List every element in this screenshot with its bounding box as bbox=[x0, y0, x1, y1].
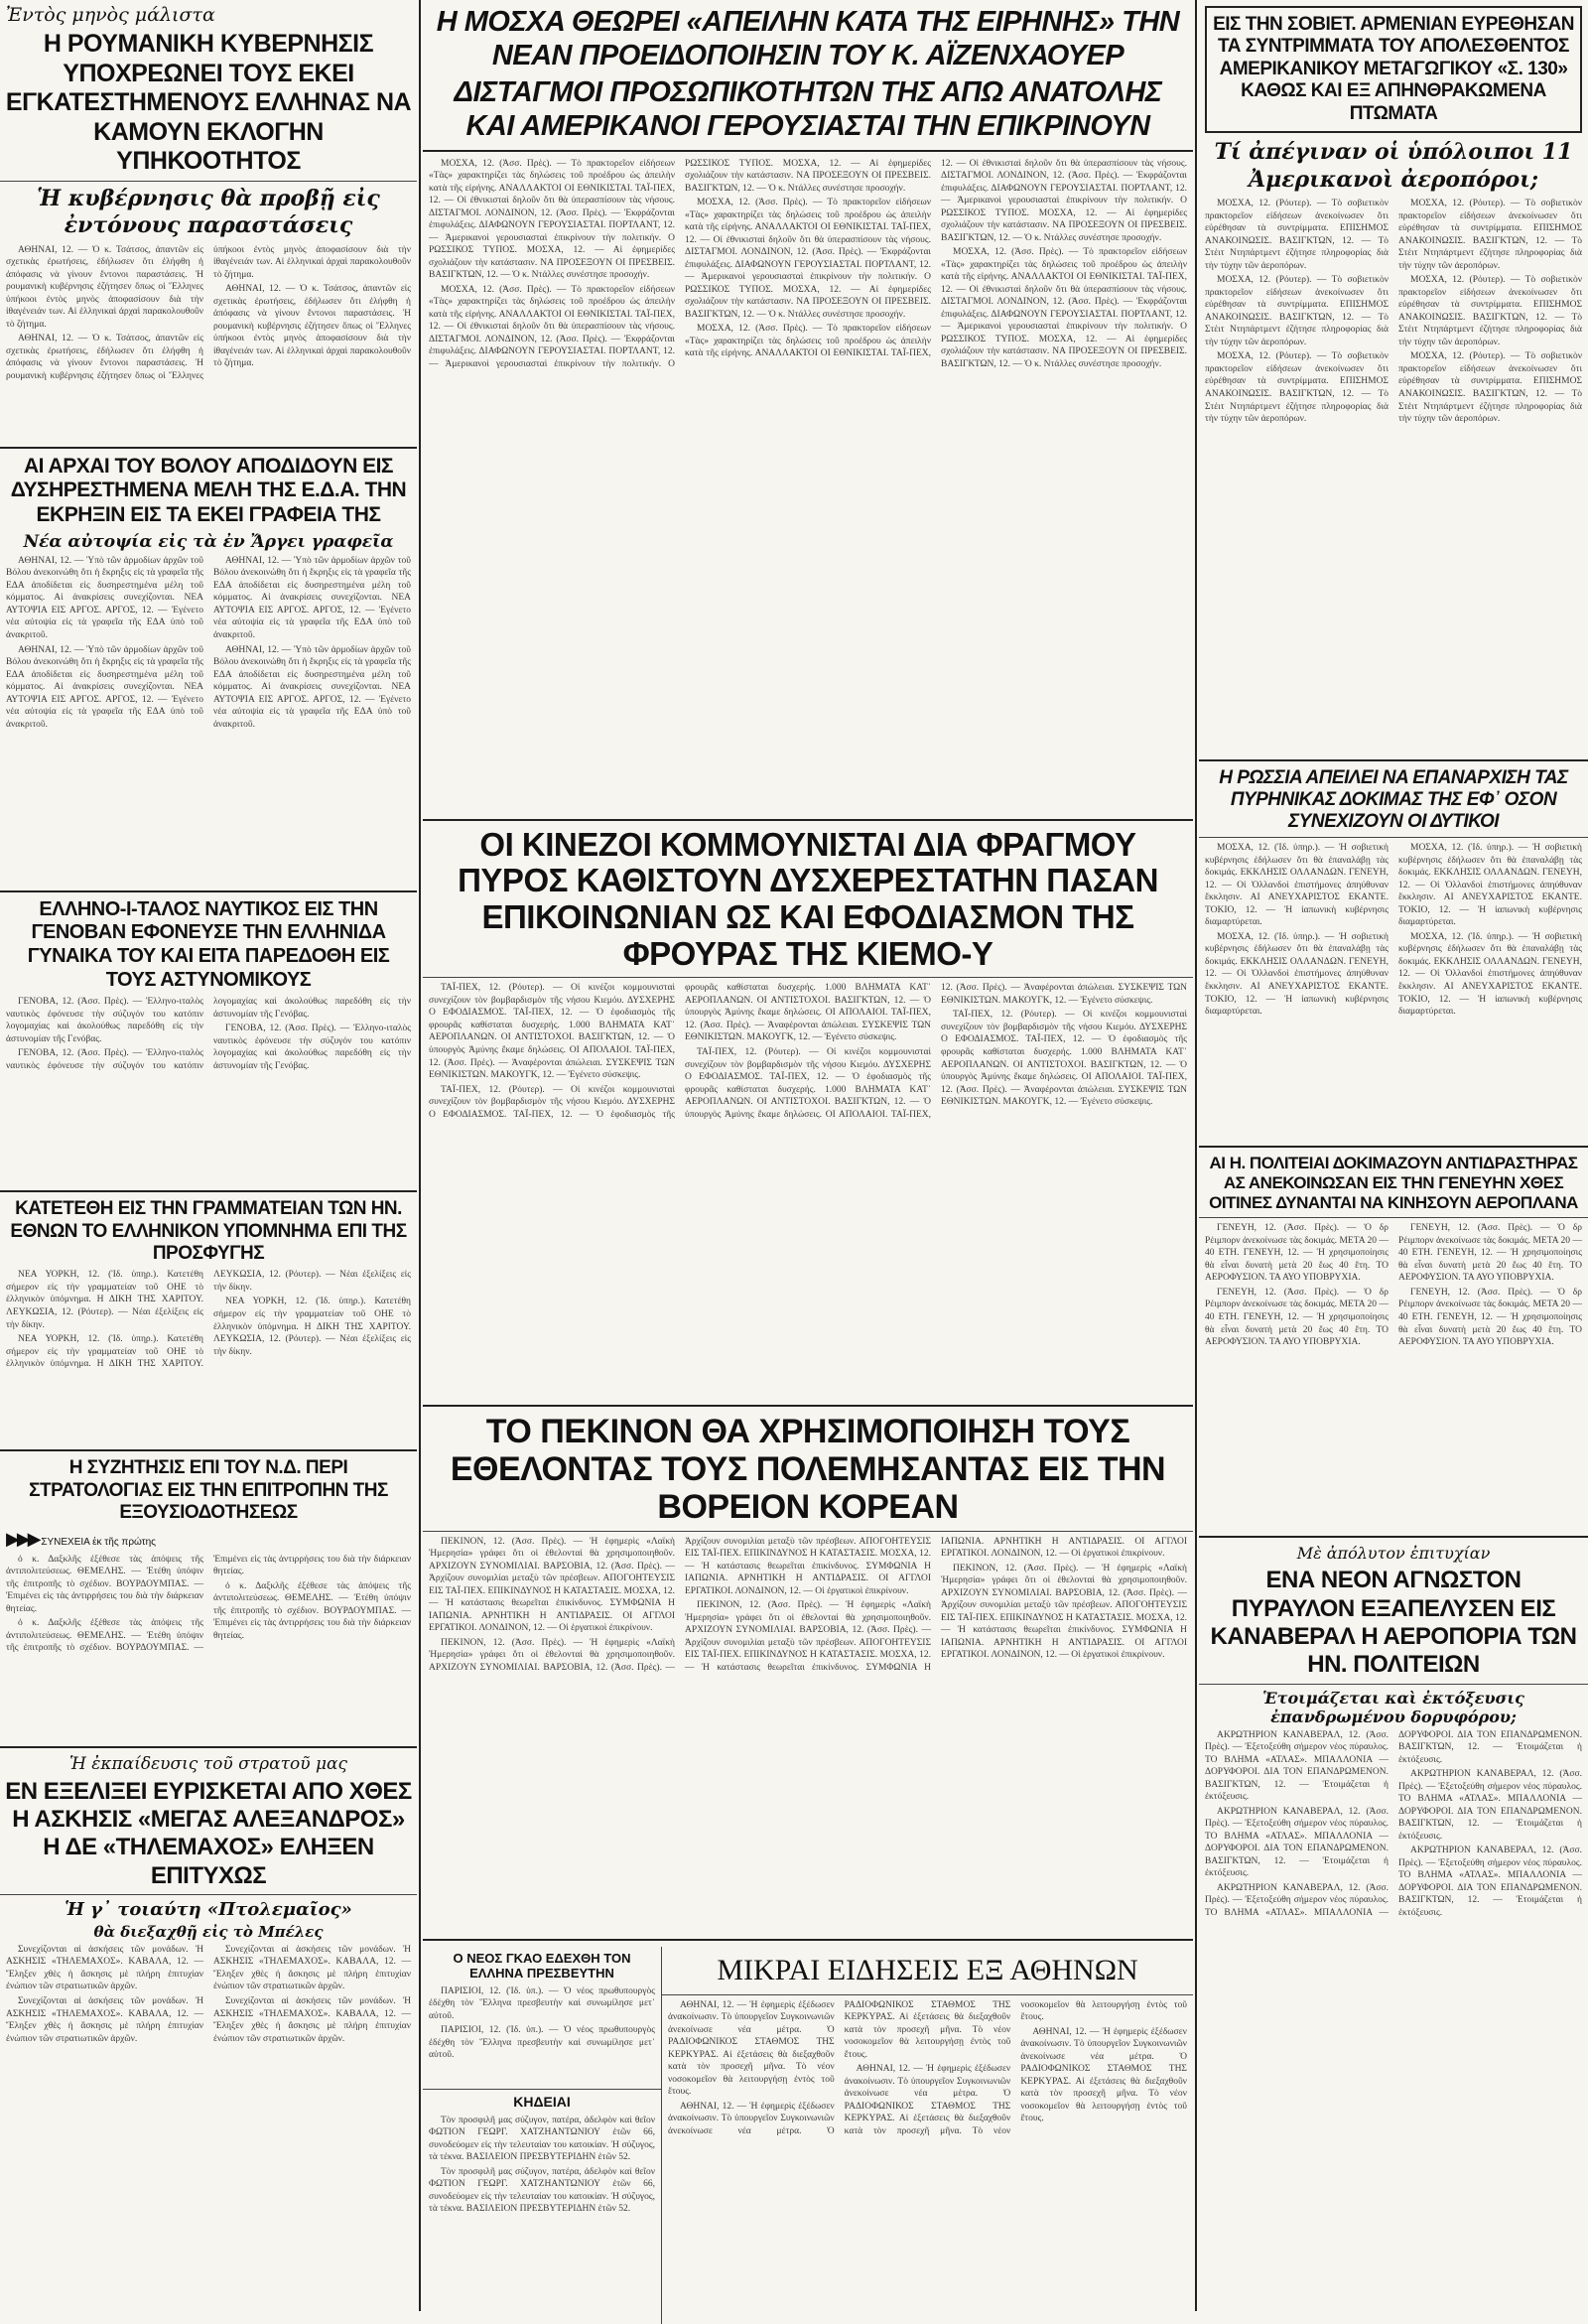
article-body: ΜΟΣΧΑ, 12. (Ἰδ. ὑπηρ.). — Ἡ σοβιετικὴ κυβέρνησις ἐδήλωσεν ὅτι θὰ ἐπαναλάβῃ τὰς δοκιμάς. ΕΚΚΛΗΣΙΣ ΟΛΛΑΝΔΩΝ. ΓΕΝΕΥΗ, 12. — Οἱ Ὀλλανδοὶ ἐπιστήμονες ἀπηύθυναν ἔκκλησιν. ΑΙ ΑΝΕΥΧΑΡΙΣΤΟΣ ΕΚΑΝΤΕ. ΤΟΚΙΟ, 12. — Ἡ ἰαπωνικὴ κυβέρνησις διαμαρτύρεται. ΜΟΣΧΑ, 12. (Ἰδ. ὑπηρ.). — Ἡ σοβιετικὴ κυβέρνησις ἐδήλωσεν ὅτι θὰ ἐπαναλάβῃ τὰς δοκιμάς. ΕΚΚΛΗΣΙΣ ΟΛΛΑΝΔΩΝ. ΓΕΝΕΥΗ, 12. — Οἱ Ὀλλανδοὶ ἐπιστήμονες ἀπηύθυναν ἔκκλησιν. ΑΙ ΑΝΕΥΧΑΡΙΣΤΟΣ ΕΚΑΝΤΕ. ΤΟΚΙΟ, 12. — Ἡ ἰαπωνικὴ κυβέρνησις διαμαρτύρεται. ΜΟΣΧΑ, 12. (Ἰδ. ὑπηρ.). — Ἡ σοβιετικὴ κυβέρνησις ἐδήλωσεν ὅτι θὰ ἐπαναλάβῃ τὰς δοκιμάς. ΕΚΚΛΗΣΙΣ ΟΛΛΑΝΔΩΝ. ΓΕΝΕΥΗ, 12. — Οἱ Ὀλλανδοὶ ἐπιστήμονες ἀπηύθυναν ἔκκλησιν. ΑΙ ΑΝΕΥΧΑΡΙΣΤΟΣ ΕΚΑΝΤΕ. ΤΟΚΙΟ, 12. — Ἡ ἰαπωνικὴ κυβέρνησις διαμαρτύρεται. ΜΟΣΧΑ, 12. (Ἰδ. ὑπηρ.). — Ἡ σοβιετικὴ κυβέρνησις ἐδήλωσεν ὅτι θὰ ἐπαναλάβῃ τὰς δοκιμάς. ΕΚΚΛΗΣΙΣ ΟΛΛΑΝΔΩΝ. ΓΕΝΕΥΗ, 12. — Οἱ Ὀλλανδοὶ ἐπιστήμονες ἀπηύθυναν ἔκκλησιν. ΑΙ ΑΝΕΥΧΑΡΙΣΤΟΣ ΕΚΑΝΤΕ. ΤΟΚΙΟ, 12. — Ἡ ἰαπωνικὴ κυβέρνησις διαμαρτύρεται. bbox=[1205, 843, 1582, 1018]
article-body: ΑΘΗΝΑΙ, 12. — Ὑπὸ τῶν ἀρμοδίων ἀρχῶν τοῦ Βόλου ἀνεκοινώθη ὅτι ἡ ἔκρηξις εἰς τὰ γραφεῖα τῆς ΕΔΑ ἀποδίδεται εἰς δυσηρεστημένα μέλη τοῦ κόμματος. Αἱ ἀνακρίσεις συνεχίζονται. ΝΕΑ ΑΥΤΟΨΙΑ ΕΙΣ ΑΡΓΟΣ. ΑΡΓΟΣ, 12. — Ἐγένετο νέα αὐτοψία εἰς τὰ γραφεῖα τῆς ΕΔΑ ὑπὸ τοῦ ἀνακριτοῦ. ΑΘΗΝΑΙ, 12. — Ὑπὸ τῶν ἀρμοδίων ἀρχῶν τοῦ Βόλου ἀνεκοινώθη ὅτι ἡ ἔκρηξις εἰς τὰ γραφεῖα τῆς ΕΔΑ ἀποδίδεται εἰς δυσηρεστημένα μέλη τοῦ κόμματος. Αἱ ἀνακρίσεις συνεχίζονται. ΝΕΑ ΑΥΤΟΨΙΑ ΕΙΣ ΑΡΓΟΣ. ΑΡΓΟΣ, 12. — Ἐγένετο νέα αὐτοψία εἰς τὰ γραφεῖα τῆς ΕΔΑ ὑπὸ τοῦ ἀνακριτοῦ. ΑΘΗΝΑΙ, 12. — Ὑπὸ τῶν ἀρμοδίων ἀρχῶν τοῦ Βόλου ἀνεκοινώθη ὅτι ἡ ἔκρηξις εἰς τὰ γραφεῖα τῆς ΕΔΑ ἀποδίδεται εἰς δυσηρεστημένα μέλη τοῦ κόμματος. Αἱ ἀνακρίσεις συνεχίζονται. ΝΕΑ ΑΥΤΟΨΙΑ ΕΙΣ ΑΡΓΟΣ. ΑΡΓΟΣ, 12. — Ἐγένετο νέα αὐτοψία εἰς τὰ γραφεῖα τῆς ΕΔΑ ὑπὸ τοῦ ἀνακριτοῦ. ΑΘΗΝΑΙ, 12. — Ὑπὸ τῶν ἀρμοδίων ἀρχῶν τοῦ Βόλου ἀνεκοινώθη ὅτι ἡ ἔκρηξις εἰς τὰ γραφεῖα τῆς ΕΔΑ ἀποδίδεται εἰς δυσηρεστημένα μέλη τοῦ κόμματος. Αἱ ἀνακρίσεις συνεχίζονται. ΝΕΑ ΑΥΤΟΨΙΑ ΕΙΣ ΑΡΓΟΣ. ΑΡΓΟΣ, 12. — Ἐγένετο νέα αὐτοψία εἰς τὰ γραφεῖα τῆς ΕΔΑ ὑπὸ τοῦ ἀνακριτοῦ. bbox=[6, 555, 411, 730]
headline-athens-news: ΜΙΚΡΑΙ ΕΙΔΗΣΕΙΣ ΕΞ ΑΘΗΝΩΝ bbox=[717, 1953, 1138, 1986]
subheadline-romania: Ἡ κυβέρνησις θὰ προβῇ εἰς ἐντόνους παραστάσεις bbox=[37, 185, 380, 238]
subheadline-beles: θὰ διεξαχθῇ εἰς τὸ Μπέλες bbox=[93, 1922, 324, 1941]
subheadline-airmen: Τί ἀπέγιναν οἱ ὑπόλοιποι 11 Ἀμερικανοὶ ἀεροπόροι; bbox=[1214, 139, 1573, 193]
subheadline-ptolemaios: Ἡ γ᾽ τοιαύτη «Πτολεμαῖος» bbox=[65, 1898, 352, 1920]
headline-canaveral-missile: ΕΝΑ ΝΕΟΝ ΑΓΝΩΣΤΟΝ ΠΥΡΑΥΛΟΝ ΕΞΑΠΕΛΥΣΕΝ ΕΙΣ ΚΑΝΑΒΕΡΑΛ Η ΑΕΡΟΠΟΡΙΑ ΤΩΝ ΗΝ. ΠΟΛΙΤΕΙΩΝ bbox=[1210, 1567, 1577, 1679]
headline-genoa: ΕΛΛΗΝΟ-Ι-ΤΑΛΟΣ ΝΑΥΤΙΚΟΣ ΕΙΣ ΤΗΝ ΓΕΝΟΒΑΝ ΕΦΟΝΕΥΣΕ ΤΗΝ ΕΛΛΗΝΙΔΑ ΓΥΝΑΙΚΑ ΤΟΥ ΚΑΙ ΕΙΤΑ ΠΑΡΕΔΟΘΗ ΕΙΣ ΤΟΥΣ ΑΣΤΥΝΟΜΙΚΟΥΣ bbox=[27, 897, 390, 991]
headline-army-exercise: ΕΝ ΕΞΕΛΙΞΕΙ ΕΥΡΙΣΚΕΤΑΙ ΑΠΟ ΧΘΕΣ Η ΑΣΚΗΣΙΣ «ΜΕΓΑΣ ΑΛΕΞΑΝΔΡΟΣ» Η ΔΕ «ΤΗΛΕΜΑΧΟΣ» ΕΛΗΞΕΝ ΕΠΙΤΥΧΩΣ bbox=[5, 1777, 412, 1889]
article-body: ΓΕΝΕΥΗ, 12. (Ἀσσ. Πρὲς). — Ὁ δρ Ρέιμπορν ἀνεκοίνωσε τὰς δοκιμάς. ΜΕΤΑ 20 — 40 ΕΤΗ. ΓΕΝΕΥΗ, 12. — Ἡ χρησιμοποίησις θὰ εἶναι δυνατὴ μετὰ 20 ἕως 40 ἔτη. ΤΟ ΑΕΡΟΦΥΣΙΟΝ. ΤΑ ΑΥΟ ΥΠΟΒΡΥΧΙΑ. ΓΕΝΕΥΗ, 12. (Ἀσσ. Πρὲς). — Ὁ δρ Ρέιμπορν ἀνεκοίνωσε τὰς δοκιμάς. ΜΕΤΑ 20 — 40 ΕΤΗ. ΓΕΝΕΥΗ, 12. — Ἡ χρησιμοποίησις θὰ εἶναι δυνατὴ μετὰ 20 ἕως 40 ἔτη. ΤΟ ΑΕΡΟΦΥΣΙΟΝ. ΤΑ ΑΥΟ ΥΠΟΒΡΥΧΙΑ. ΓΕΝΕΥΗ, 12. (Ἀσσ. Πρὲς). — Ὁ δρ Ρέιμπορν ἀνεκοίνωσε τὰς δοκιμάς. ΜΕΤΑ 20 — 40 ΕΤΗ. ΓΕΝΕΥΗ, 12. — Ἡ χρησιμοποίησις θὰ εἶναι δυνατὴ μετὰ 20 ἕως 40 ἔτη. ΤΟ ΑΕΡΟΦΥΣΙΟΝ. ΤΑ ΑΥΟ ΥΠΟΒΡΥΧΙΑ. ΓΕΝΕΥΗ, 12. (Ἀσσ. Πρὲς). — Ὁ δρ Ρέιμπορν ἀνεκοίνωσε τὰς δοκιμάς. ΜΕΤΑ 20 — 40 ΕΤΗ. ΓΕΝΕΥΗ, 12. — Ἡ χρησιμοποίησις θὰ εἶναι δυνατὴ μετὰ 20 ἕως 40 ἔτη. ΤΟ ΑΕΡΟΦΥΣΙΟΝ. ΤΑ ΑΥΟ ΥΠΟΒΡΥΧΙΑ. bbox=[1205, 1223, 1582, 1348]
funerals-heading: ΚΗΔΕΙΑΙ bbox=[513, 2093, 571, 2110]
column-rule bbox=[419, 0, 421, 2311]
headline-chinese-communists: ΟΙ ΚΙΝΕΖΟΙ ΚΟΜΜΟΥΝΙΣΤΑΙ ΔΙΑ ΦΡΑΓΜΟΥ ΠΥΡΟΣ ΚΑΘΙΣΤΟΥΝ ΔΥΣΧΕΡΕΣΤΑΤΗΝ ΠΑΣΑΝ ΕΠΙΚΟΙΝΩΝΙΑΝ ΩΣ ΚΑΙ ΕΦΟΔΙΑΣΜΟΝ ΤΗΣ ΦΡΟΥΡΑΣ ΤΗΣ ΚΙΕΜΟ-Υ bbox=[458, 825, 1158, 973]
article-kicker: Ἐντὸς μηνὸς μάλιστα bbox=[6, 4, 215, 26]
center-column bbox=[423, 0, 1193, 2311]
right-column bbox=[1199, 0, 1588, 2311]
article-body: ΑΘΗΝΑΙ, 12. — Ὁ κ. Τσάτσος, ἀπαντῶν εἰς σχετικὰς ἐρωτήσεις, ἐδήλωσεν ὅτι ἐλήφθη ἡ ἀπόφασις νὰ γίνουν ἔντονοι παραστάσεις. Ἡ ρουμανικὴ κυβέρνησις ἐζήτησεν ὅπως οἱ Ἕλληνες ὑπήκοοι ἐντὸς μηνὸς ἀποφασίσουν διὰ τὴν ἰθαγένειάν των. Αἱ ἑλληνικαὶ ἀρχαὶ παρακολουθοῦν τὸ ζήτημα. ΑΘΗΝΑΙ, 12. — Ὁ κ. Τσάτσος, ἀπαντῶν εἰς σχετικὰς ἐρωτήσεις, ἐδήλωσεν ὅτι ἐλήφθη ἡ ἀπόφασις νὰ γίνουν ἔντονοι παραστάσεις. Ἡ ρουμανικὴ κυβέρνησις ἐζήτησεν ὅπως οἱ Ἕλληνες ὑπήκοοι ἐντὸς μηνὸς ἀποφασίσουν διὰ τὴν ἰθαγένειάν των. Αἱ ἑλληνικαὶ ἀρχαὶ παρακολουθοῦν τὸ ζήτημα. ΑΘΗΝΑΙ, 12. — Ὁ κ. Τσάτσος, ἀπαντῶν εἰς σχετικὰς ἐρωτήσεις, ἐδήλωσεν ὅτι ἐλήφθη ἡ ἀπόφασις νὰ γίνουν ἔντονοι παραστάσεις. Ἡ ρουμανικὴ κυβέρνησις ἐζήτησεν ὅπως οἱ Ἕλληνες ὑπήκοοι ἐντὸς μηνὸς ἀποφασίσουν διὰ τὴν ἰθαγένειάν των. Αἱ ἑλληνικαὶ ἀρχαὶ παρακολουθοῦν τὸ ζήτημα. bbox=[6, 244, 411, 381]
headline-gaillard: Ο ΝΕΟΣ ΓΚΑΟ ΕΔΕΧΘΗ ΤΟΝ ΕΛΛΗΝΑ ΠΡΕΣΒΕΥΤΗΝ bbox=[453, 1950, 631, 1982]
article-body: ὁ κ. Δαξκλῆς ἐξέθεσε τὰς ἀπόψεις τῆς ἀντιπολιτεύσεως. ΘΕΜΕΛΗΣ. — Ἐτέθη ὑπόψιν τῆς ἐπιτροπῆς τὸ σχέδιον. ΒΟΥΡΔΟΥΜΠΑΣ. — Ἐπιμένει εἰς τὰς ἀντιρρήσεις του διὰ τὴν διάρκειαν θητείας. ὁ κ. Δαξκλῆς ἐξέθεσε τὰς ἀπόψεις τῆς ἀντιπολιτεύσεως. ΘΕΜΕΛΗΣ. — Ἐτέθη ὑπόψιν τῆς ἐπιτροπῆς τὸ σχέδιον. ΒΟΥΡΔΟΥΜΠΑΣ. — Ἐπιμένει εἰς τὰς ἀντιρρήσεις του διὰ τὴν διάρκειαν θητείας. ὁ κ. Δαξκλῆς ἐξέθεσε τὰς ἀπόψεις τῆς ἀντιπολιτεύσεως. ΘΕΜΕΛΗΣ. — Ἐτέθη ὑπόψιν τῆς ἐπιτροπῆς τὸ σχέδιον. ΒΟΥΡΔΟΥΜΠΑΣ. — Ἐπιμένει εἰς τὰς ἀντιρρήσεις του διὰ τὴν διάρκειαν θητείας. bbox=[6, 1554, 411, 1654]
headline-un-memorandum: ΚΑΤΕΤΕΘΗ ΕΙΣ ΤΗΝ ΓΡΑΜΜΑΤΕΙΑΝ ΤΩΝ ΗΝ. ΕΘΝΩΝ ΤΟ ΕΛΛΗΝΙΚΟΝ ΥΠΟΜΝΗΜΑ ΕΠΙ ΤΗΣ ΠΡΟΣΦΥΓΗΣ bbox=[10, 1198, 407, 1264]
article-body: ΠΕΚΙΝΟΝ, 12. (Ἀσσ. Πρὲς). — Ἡ ἐφημερὶς «Λαϊκὴ Ἡμερησία» γράφει ὅτι οἱ ἐθελονταὶ θὰ χρησιμοποιηθοῦν. ΑΡΧΙΖΟΥΝ ΣΥΝΟΜΙΛΙΑΙ. ΒΑΡΣΟΒΙΑ, 12. (Ἀσσ. Πρὲς). — Ἀρχίζουν συνομιλίαι μεταξὺ τῶν πρέσβεων. ΑΠΟΓΟΗΤΕΥΣΙΣ ΕΙΣ ΤΑΪ-ΠΕΧ. ΕΠΙΚΙΝΔΥΝΟΣ Η ΚΑΤΑΣΤΑΣΙΣ. ΜΟΣΧΑ, 12. — Ἡ κατάστασις θεωρεῖται ἐπικίνδυνος. ΣΥΜΦΩΝΙΑ Η ΙΑΠΩΝΙΑ. ΑΡΝΗΤΙΚΗ Η ΑΝΤΙΔΡΑΣΙΣ. ΟΙ ΑΓΓΛΟΙ ΕΡΓΑΤΙΚΟΙ. ΛΟΝΔΙΝΟΝ, 12. — Οἱ ἐργατικοὶ ἐπικρίνουν. ΠΕΚΙΝΟΝ, 12. (Ἀσσ. Πρὲς). — Ἡ ἐφημερὶς «Λαϊκὴ Ἡμερησία» γράφει ὅτι οἱ ἐθελονταὶ θὰ χρησιμοποιηθοῦν. ΑΡΧΙΖΟΥΝ ΣΥΝΟΜΙΛΙΑΙ. ΒΑΡΣΟΒΙΑ, 12. (Ἀσσ. Πρὲς). — Ἀρχίζουν συνομιλίαι μεταξὺ τῶν πρέσβεων. ΑΠΟΓΟΗΤΕΥΣΙΣ ΕΙΣ ΤΑΪ-ΠΕΧ. ΕΠΙΚΙΝΔΥΝΟΣ Η ΚΑΤΑΣΤΑΣΙΣ. ΜΟΣΧΑ, 12. — Ἡ κατάστασις θεωρεῖται ἐπικίνδυνος. ΣΥΜΦΩΝΙΑ Η ΙΑΠΩΝΙΑ. ΑΡΝΗΤΙΚΗ Η ΑΝΤΙΔΡΑΣΙΣ. ΟΙ ΑΓΓΛΟΙ ΕΡΓΑΤΙΚΟΙ. ΛΟΝΔΙΝΟΝ, 12. — Οἱ ἐργατικοὶ ἐπικρίνουν. ΠΕΚΙΝΟΝ, 12. (Ἀσσ. Πρὲς). — Ἡ ἐφημερὶς «Λαϊκὴ Ἡμερησία» γράφει ὅτι οἱ ἐθελονταὶ θὰ χρησιμοποιηθοῦν. ΑΡΧΙΖΟΥΝ ΣΥΝΟΜΙΛΙΑΙ. ΒΑΡΣΟΒΙΑ, 12. (Ἀσσ. Πρὲς). — Ἀρχίζουν συνομιλίαι μεταξὺ τῶν πρέσβεων. ΑΠΟΓΟΗΤΕΥΣΙΣ ΕΙΣ ΤΑΪ-ΠΕΧ. ΕΠΙΚΙΝΔΥΝΟΣ Η ΚΑΤΑΣΤΑΣΙΣ. ΜΟΣΧΑ, 12. — Ἡ κατάστασις θεωρεῖται ἐπικίνδυνος. ΣΥΜΦΩΝΙΑ Η ΙΑΠΩΝΙΑ. ΑΡΝΗΤΙΚΗ Η ΑΝΤΙΔΡΑΣΙΣ. ΟΙ ΑΓΓΛΟΙ ΕΡΓΑΤΙΚΟΙ. ΛΟΝΔΙΝΟΝ, 12. — Οἱ ἐργατικοὶ ἐπικρίνουν. ΠΕΚΙΝΟΝ, 12. (Ἀσσ. Πρὲς). — Ἡ ἐφημερὶς «Λαϊκὴ Ἡμερησία» γράφει ὅτι οἱ ἐθελονταὶ θὰ χρησιμοποιηθοῦν. ΑΡΧΙΖΟΥΝ ΣΥΝΟΜΙΛΙΑΙ. ΒΑΡΣΟΒΙΑ, 12. (Ἀσσ. Πρὲς). — Ἀρχίζουν συνομιλίαι μεταξὺ τῶν πρέσβεων. ΑΠΟΓΟΗΤΕΥΣΙΣ ΕΙΣ ΤΑΪ-ΠΕΧ. ΕΠΙΚΙΝΔΥΝΟΣ Η ΚΑΤΑΣΤΑΣΙΣ. ΜΟΣΧΑ, 12. — Ἡ κατάστασις θεωρεῖται ἐπικίνδυνος. ΣΥΜΦΩΝΙΑ Η ΙΑΠΩΝΙΑ. ΑΡΝΗΤΙΚΗ Η ΑΝΤΙΔΡΑΣΙΣ. ΟΙ ΑΓΓΛΟΙ ΕΡΓΑΤΙΚΟΙ. ΛΟΝΔΙΝΟΝ, 12. — Οἱ ἐργατικοὶ ἐπικρίνουν. bbox=[429, 1536, 1187, 1673]
continuation-label: ΣΥΝΕΧΕΙΑ ἐκ τῆς πρώτης bbox=[41, 1536, 157, 1548]
article-kicker: Ἡ ἐκπαίδευσις τοῦ στρατοῦ μας bbox=[68, 1753, 348, 1774]
subheadline-satellite: Ἑτοιμάζεται καὶ ἐκτόξευσις ἐπανδρωμένου δορυφόρου; bbox=[1262, 1688, 1524, 1726]
headline-us-reactors: ΑΙ Η. ΠΟΛΙΤΕΙΑΙ ΔΟΚΙΜΑΖΟΥΝ ΑΝΤΙΔΡΑΣΤΗΡΑΣ ΑΣ ΑΝΕΚΟΙΝΩΣΑΝ ΕΙΣ ΤΗΝ ΓΕΝΕΥΗΝ ΧΘΕΣ ΟΙΤΙΝΕΣ ΔΥΝΑΝΤΑΙ ΝΑ ΚΙΝΗΣΟΥΝ ΑΕΡΟΠΛΑΝΑ bbox=[1209, 1154, 1578, 1213]
article-body: ΓΕΝΟΒΑ, 12. (Ἀσσ. Πρὲς). — Ἑλληνο-ιταλὸς ναυτικὸς ἐφόνευσε τὴν σύζυγόν του κατόπιν λογομαχίας καὶ ἀκολούθως παρεδόθη εἰς τὴν ἀστυνομίαν τῆς Γενόβας. ΓΕΝΟΒΑ, 12. (Ἀσσ. Πρὲς). — Ἑλληνο-ιταλὸς ναυτικὸς ἐφόνευσε τὴν σύζυγόν του κατόπιν λογομαχίας καὶ ἀκολούθως παρεδόθη εἰς τὴν ἀστυνομίαν τῆς Γενόβας. ΓΕΝΟΒΑ, 12. (Ἀσσ. Πρὲς). — Ἑλληνο-ιταλὸς ναυτικὸς ἐφόνευσε τὴν σύζυγόν του κατόπιν λογομαχίας καὶ ἀκολούθως παρεδόθη εἰς τὴν ἀστυνομίαν τῆς Γενόβας. bbox=[6, 997, 411, 1071]
headline-russia-nuclear: Η ΡΩΣΣΙΑ ΑΠΕΙΛΕΙ ΝΑ ΕΠΑΝΑΡΧΙΣΗ ΤΑΣ ΠΥΡΗΝΙΚΑΣ ΔΟΚΙΜΑΣ ΤΗΣ ΕΦ᾽ ΟΣΟΝ ΣΥΝΕΧΙΖΟΥΝ ΟΙ ΔΥΤΙΚΟΙ bbox=[1219, 767, 1568, 833]
article-body: ΤΑΪ-ΠΕΧ, 12. (Ρόυτερ). — Οἱ κινέζοι κομμουνισταὶ συνεχίζουν τὸν βομβαρδισμὸν τῆς νήσου Κιεμόυ. ΔΥΣΧΕΡΗΣ Ο ΕΦΟΔΙΑΣΜΟΣ. ΤΑΪ-ΠΕΧ, 12. — Ὁ ἐφοδιασμὸς τῆς φρουρᾶς καθίσταται δυσχερής. 1.000 ΒΛΗΜΑΤΑ ΚΑΤ᾽ ΑΕΡΟΠΛΑΝΩΝ. ΟΙ ΑΝΤΙΣΤΟΧΟΙ. ΒΑΣΙΓΚΤΩΝ, 12. — Ὁ ὑπουργὸς Ἀμύνης ἔκαμε δηλώσεις. ΟΙ ΑΠΟΛΑΙΟΙ. ΤΑΪ-ΠΕΧ, 12. (Ἀσσ. Πρὲς). — Ἀναφέρονται ἀπώλειαι. ΣΥΣΚΕΨΙΣ ΤΩΝ ΕΘΝΙΚΙΣΤΩΝ. ΜΑΚΟΥΓΚ, 12. — Ἐγένετο σύσκεψις. ΤΑΪ-ΠΕΧ, 12. (Ρόυτερ). — Οἱ κινέζοι κομμουνισταὶ συνεχίζουν τὸν βομβαρδισμὸν τῆς νήσου Κιεμόυ. ΔΥΣΧΕΡΗΣ Ο ΕΦΟΔΙΑΣΜΟΣ. ΤΑΪ-ΠΕΧ, 12. — Ὁ ἐφοδιασμὸς τῆς φρουρᾶς καθίσταται δυσχερής. 1.000 ΒΛΗΜΑΤΑ ΚΑΤ᾽ ΑΕΡΟΠΛΑΝΩΝ. ΟΙ ΑΝΤΙΣΤΟΧΟΙ. ΒΑΣΙΓΚΤΩΝ, 12. — Ὁ ὑπουργὸς Ἀμύνης ἔκαμε δηλώσεις. ΟΙ ΑΠΟΛΑΙΟΙ. ΤΑΪ-ΠΕΧ, 12. (Ἀσσ. Πρὲς). — Ἀναφέρονται ἀπώλειαι. ΣΥΣΚΕΨΙΣ ΤΩΝ ΕΘΝΙΚΙΣΤΩΝ. ΜΑΚΟΥΓΚ, 12. — Ἐγένετο σύσκεψις. ΤΑΪ-ΠΕΧ, 12. (Ρόυτερ). — Οἱ κινέζοι κομμουνισταὶ συνεχίζουν τὸν βομβαρδισμὸν τῆς νήσου Κιεμόυ. ΔΥΣΧΕΡΗΣ Ο ΕΦΟΔΙΑΣΜΟΣ. ΤΑΪ-ΠΕΧ, 12. — Ὁ ἐφοδιασμὸς τῆς φρουρᾶς καθίσταται δυσχερής. 1.000 ΒΛΗΜΑΤΑ ΚΑΤ᾽ ΑΕΡΟΠΛΑΝΩΝ. ΟΙ ΑΝΤΙΣΤΟΧΟΙ. ΒΑΣΙΓΚΤΩΝ, 12. — Ὁ ὑπουργὸς Ἀμύνης ἔκαμε δηλώσεις. ΟΙ ΑΠΟΛΑΙΟΙ. ΤΑΪ-ΠΕΧ, 12. (Ἀσσ. Πρὲς). — Ἀναφέρονται ἀπώλειαι. ΣΥΣΚΕΨΙΣ ΤΩΝ ΕΘΝΙΚΙΣΤΩΝ. ΜΑΚΟΥΓΚ, 12. — Ἐγένετο σύσκεψις. ΤΑΪ-ΠΕΧ, 12. (Ρόυτερ). — Οἱ κινέζοι κομμουνισταὶ συνεχίζουν τὸν βομβαρδισμὸν τῆς νήσου Κιεμόυ. ΔΥΣΧΕΡΗΣ Ο ΕΦΟΔΙΑΣΜΟΣ. ΤΑΪ-ΠΕΧ, 12. — Ὁ ἐφοδιασμὸς τῆς φρουρᾶς καθίσταται δυσχερής. 1.000 ΒΛΗΜΑΤΑ ΚΑΤ᾽ ΑΕΡΟΠΛΑΝΩΝ. ΟΙ ΑΝΤΙΣΤΟΧΟΙ. ΒΑΣΙΓΚΤΩΝ, 12. — Ὁ ὑπουργὸς Ἀμύνης ἔκαμε δηλώσεις. ΟΙ ΑΠΟΛΑΙΟΙ. ΤΑΪ-ΠΕΧ, 12. (Ἀσσ. Πρὲς). — Ἀναφέρονται ἀπώλειαι. ΣΥΣΚΕΨΙΣ ΤΩΝ ΕΘΝΙΚΙΣΤΩΝ. ΜΑΚΟΥΓΚ, 12. — Ἐγένετο σύσκεψις. bbox=[429, 983, 1187, 1120]
boxed-headline bbox=[1205, 6, 1582, 133]
funeral-notices: Τὸν προσφιλῆ μας σύζυγον, πατέρα, ἀδελφὸν καὶ θεῖον ΦΩΤΙΟΝ ΓΕΩΡΓ. ΧΑΤΖΗΑΝΤΩΝΙΟΥ ἐτῶν 66, συνοδεύομεν εἰς τὴν τελευταίαν του κατοικίαν. Ἡ σύζυγος, τὰ τέκνα. ΒΑΣΙΛΕΙΟΝ ΠΡΕΣΒΥΤΕΡΙΔΗΝ ἐτῶν 52. Τὸν προσφιλῆ μας σύζυγον, πατέρα, ἀδελφὸν καὶ θεῖον ΦΩΤΙΟΝ ΓΕΩΡΓ. ΧΑΤΖΗΑΝΤΩΝΙΟΥ ἐτῶν 66, συνοδεύομεν εἰς τὴν τελευταίαν του κατοικίαν. Ἡ σύζυγος, τὰ τέκνα. ΒΑΣΙΛΕΙΟΝ ΠΡΕΣΒΥΤΕΡΙΔΗΝ ἐτῶν 52. bbox=[429, 2115, 655, 2215]
article-body: ΑΘΗΝΑΙ, 12. — Ἡ ἐφημερὶς ἐξέδωσεν ἀνακοίνωσιν. Τὸ ὑπουργεῖον Συγκοινωνιῶν ἀνεκοίνωσε νέα μέτρα. Ὁ ΡΑΔΙΟΦΩΝΙΚΟΣ ΣΤΑΘΜΟΣ ΤΗΣ ΚΕΡΚΥΡΑΣ. Αἱ ἐξετάσεις θὰ διεξαχθοῦν κατὰ τὸν προσεχῆ μῆνα. Τὸ νέον νοσοκομεῖον θὰ λειτουργήσῃ ἐντὸς τοῦ ἔτους. ΑΘΗΝΑΙ, 12. — Ἡ ἐφημερὶς ἐξέδωσεν ἀνακοίνωσιν. Τὸ ὑπουργεῖον Συγκοινωνιῶν ἀνεκοίνωσε νέα μέτρα. Ὁ ΡΑΔΙΟΦΩΝΙΚΟΣ ΣΤΑΘΜΟΣ ΤΗΣ ΚΕΡΚΥΡΑΣ. Αἱ ἐξετάσεις θὰ διεξαχθοῦν κατὰ τὸν προσεχῆ μῆνα. Τὸ νέον νοσοκομεῖον θὰ λειτουργήσῃ ἐντὸς τοῦ ἔτους. ΑΘΗΝΑΙ, 12. — Ἡ ἐφημερὶς ἐξέδωσεν ἀνακοίνωσιν. Τὸ ὑπουργεῖον Συγκοινωνιῶν ἀνεκοίνωσε νέα μέτρα. Ὁ ΡΑΔΙΟΦΩΝΙΚΟΣ ΣΤΑΘΜΟΣ ΤΗΣ ΚΕΡΚΥΡΑΣ. Αἱ ἐξετάσεις θὰ διεξαχθοῦν κατὰ τὸν προσεχῆ μῆνα. Τὸ νέον νοσοκομεῖον θὰ λειτουργήσῃ ἐντὸς τοῦ ἔτους. ΑΘΗΝΑΙ, 12. — Ἡ ἐφημερὶς ἐξέδωσεν ἀνακοίνωσιν. Τὸ ὑπουργεῖον Συγκοινωνιῶν ἀνεκοίνωσε νέα μέτρα. Ὁ ΡΑΔΙΟΦΩΝΙΚΟΣ ΣΤΑΘΜΟΣ ΤΗΣ ΚΕΡΚΥΡΑΣ. Αἱ ἐξετάσεις θὰ διεξαχθοῦν κατὰ τὸν προσεχῆ μῆνα. Τὸ νέον νοσοκομεῖον θὰ λειτουργήσῃ ἐντὸς τοῦ ἔτους. bbox=[668, 1999, 1187, 2136]
column-rule bbox=[1195, 0, 1197, 2311]
article-kicker: Μὲ ἀπόλυτον ἐπιτυχίαν bbox=[1296, 1544, 1491, 1564]
headline-volos: ΑΙ ΑΡΧΑΙ ΤΟΥ ΒΟΛΟΥ ΑΠΟΔΙΔΟΥΝ ΕΙΣ ΔΥΣΗΡΕΣΤΗΜΕΝΑ ΜΕΛΗ ΤΗΣ Ε.Δ.Α. ΤΗΝ ΕΚΡΗΞΙΝ ΕΙΣ ΤΑ ΕΚΕΙ ΓΡΑΦΕΙΑ ΤΗΣ bbox=[10, 454, 407, 527]
article-body: ΜΟΣΧΑ, 12. (Ρόυτερ). — Τὸ σοβιετικὸν πρακτορεῖον εἰδήσεων ἀνεκοίνωσεν ὅτι εὑρέθησαν τὰ συντρίμματα. ΕΠΙΣΗΜΟΣ ΑΝΑΚΟΙΝΩΣΙΣ. ΒΑΣΙΓΚΤΩΝ, 12. — Τὸ Στέιτ Ντηπάρτμεντ ἐζήτησε πληροφορίας διὰ τὴν τύχην τῶν ἀεροπόρων. ΜΟΣΧΑ, 12. (Ρόυτερ). — Τὸ σοβιετικὸν πρακτορεῖον εἰδήσεων ἀνεκοίνωσεν ὅτι εὑρέθησαν τὰ συντρίμματα. ΕΠΙΣΗΜΟΣ ΑΝΑΚΟΙΝΩΣΙΣ. ΒΑΣΙΓΚΤΩΝ, 12. — Τὸ Στέιτ Ντηπάρτμεντ ἐζήτησε πληροφορίας διὰ τὴν τύχην τῶν ἀεροπόρων. ΜΟΣΧΑ, 12. (Ρόυτερ). — Τὸ σοβιετικὸν πρακτορεῖον εἰδήσεων ἀνεκοίνωσεν ὅτι εὑρέθησαν τὰ συντρίμματα. ΕΠΙΣΗΜΟΣ ΑΝΑΚΟΙΝΩΣΙΣ. ΒΑΣΙΓΚΤΩΝ, 12. — Τὸ Στέιτ Ντηπάρτμεντ ἐζήτησε πληροφορίας διὰ τὴν τύχην τῶν ἀεροπόρων. ΜΟΣΧΑ, 12. (Ρόυτερ). — Τὸ σοβιετικὸν πρακτορεῖον εἰδήσεων ἀνεκοίνωσεν ὅτι εὑρέθησαν τὰ συντρίμματα. ΕΠΙΣΗΜΟΣ ΑΝΑΚΟΙΝΩΣΙΣ. ΒΑΣΙΓΚΤΩΝ, 12. — Τὸ Στέιτ Ντηπάρτμεντ ἐζήτησε πληροφορίας διὰ τὴν τύχην τῶν ἀεροπόρων. ΜΟΣΧΑ, 12. (Ρόυτερ). — Τὸ σοβιετικὸν πρακτορεῖον εἰδήσεων ἀνεκοίνωσεν ὅτι εὑρέθησαν τὰ συντρίμματα. ΕΠΙΣΗΜΟΣ ΑΝΑΚΟΙΝΩΣΙΣ. ΒΑΣΙΓΚΤΩΝ, 12. — Τὸ Στέιτ Ντηπάρτμεντ ἐζήτησε πληροφορίας διὰ τὴν τύχην τῶν ἀεροπόρων. ΜΟΣΧΑ, 12. (Ρόυτερ). — Τὸ σοβιετικὸν πρακτορεῖον εἰδήσεων ἀνεκοίνωσεν ὅτι εὑρέθησαν τὰ συντρίμματα. ΕΠΙΣΗΜΟΣ ΑΝΑΚΟΙΝΩΣΙΣ. ΒΑΣΙΓΚΤΩΝ, 12. — Τὸ Στέιτ Ντηπάρτμεντ ἐζήτησε πληροφορίας διὰ τὴν τύχην τῶν ἀεροπόρων. bbox=[1205, 199, 1582, 425]
article-body: ΜΟΣΧΑ, 12. (Ἀσσ. Πρὲς). — Τὸ πρακτορεῖον εἰδήσεων «Τὰς» χαρακτηρίζει τὰς δηλώσεις τοῦ προέδρου ὡς ἀπειλὴν κατὰ τῆς εἰρήνης. ΑΝΑΛΛΑΚΤΟΙ ΟΙ ΕΘΝΙΚΙΣΤΑΙ. ΤΑΪ-ΠΕΧ, 12. — Οἱ ἐθνικισταὶ δηλοῦν ὅτι θὰ ὑπερασπίσουν τὰς νήσους. ΔΙΣΤΑΓΜΟΙ. ΛΟΝΔΙΝΟΝ, 12. (Ἀσσ. Πρὲς). — Ἐκφράζονται ἐπιφυλάξεις. ΔΙΑΦΩΝΟΥΝ ΓΕΡΟΥΣΙΑΣΤΑΙ. ΠΟΡΤΛΑΝΤ, 12. — Ἀμερικανοὶ γερουσιασταὶ ἐπικρίνουν τὴν πολιτικήν. Ο ΡΩΣΣΙΚΟΣ ΤΥΠΟΣ. ΜΟΣΧΑ, 12. — Αἱ ἐφημερίδες σχολιάζουν τὴν κατάστασιν. ΝΑ ΠΡΟΣΕΞΟΥΝ ΟΙ ΠΡΕΣΒΕΙΣ. ΒΑΣΙΓΚΤΩΝ, 12. — Ὁ κ. Ντάλλες συνέστησε προσοχήν. ΜΟΣΧΑ, 12. (Ἀσσ. Πρὲς). — Τὸ πρακτορεῖον εἰδήσεων «Τὰς» χαρακτηρίζει τὰς δηλώσεις τοῦ προέδρου ὡς ἀπειλὴν κατὰ τῆς εἰρήνης. ΑΝΑΛΛΑΚΤΟΙ ΟΙ ΕΘΝΙΚΙΣΤΑΙ. ΤΑΪ-ΠΕΧ, 12. — Οἱ ἐθνικισταὶ δηλοῦν ὅτι θὰ ὑπερασπίσουν τὰς νήσους. ΔΙΣΤΑΓΜΟΙ. ΛΟΝΔΙΝΟΝ, 12. (Ἀσσ. Πρὲς). — Ἐκφράζονται ἐπιφυλάξεις. ΔΙΑΦΩΝΟΥΝ ΓΕΡΟΥΣΙΑΣΤΑΙ. ΠΟΡΤΛΑΝΤ, 12. — Ἀμερικανοὶ γερουσιασταὶ ἐπικρίνουν τὴν πολιτικήν. Ο ΡΩΣΣΙΚΟΣ ΤΥΠΟΣ. ΜΟΣΧΑ, 12. — Αἱ ἐφημερίδες σχολιάζουν τὴν κατάστασιν. ΝΑ ΠΡΟΣΕΞΟΥΝ ΟΙ ΠΡΕΣΒΕΙΣ. ΒΑΣΙΓΚΤΩΝ, 12. — Ὁ κ. Ντάλλες συνέστησε προσοχήν. ΜΟΣΧΑ, 12. (Ἀσσ. Πρὲς). — Τὸ πρακτορεῖον εἰδήσεων «Τὰς» χαρακτηρίζει τὰς δηλώσεις τοῦ προέδρου ὡς ἀπειλὴν κατὰ τῆς εἰρήνης. ΑΝΑΛΛΑΚΤΟΙ ΟΙ ΕΘΝΙΚΙΣΤΑΙ. ΤΑΪ-ΠΕΧ, 12. — Οἱ ἐθνικισταὶ δηλοῦν ὅτι θὰ ὑπερασπίσουν τὰς νήσους. ΔΙΣΤΑΓΜΟΙ. ΛΟΝΔΙΝΟΝ, 12. (Ἀσσ. Πρὲς). — Ἐκφράζονται ἐπιφυλάξεις. ΔΙΑΦΩΝΟΥΝ ΓΕΡΟΥΣΙΑΣΤΑΙ. ΠΟΡΤΛΑΝΤ, 12. — Ἀμερικανοὶ γερουσιασταὶ ἐπικρίνουν τὴν πολιτικήν. Ο ΡΩΣΣΙΚΟΣ ΤΥΠΟΣ. ΜΟΣΧΑ, 12. — Αἱ ἐφημερίδες σχολιάζουν τὴν κατάστασιν. ΝΑ ΠΡΟΣΕΞΟΥΝ ΟΙ ΠΡΕΣΒΕΙΣ. ΒΑΣΙΓΚΤΩΝ, 12. — Ὁ κ. Ντάλλες συνέστησε προσοχήν. ΜΟΣΧΑ, 12. (Ἀσσ. Πρὲς). — Τὸ πρακτορεῖον εἰδήσεων «Τὰς» χαρακτηρίζει τὰς δηλώσεις τοῦ προέδρου ὡς ἀπειλὴν κατὰ τῆς εἰρήνης. ΑΝΑΛΛΑΚΤΟΙ ΟΙ ΕΘΝΙΚΙΣΤΑΙ. ΤΑΪ-ΠΕΧ, 12. — Οἱ ἐθνικισταὶ δηλοῦν ὅτι θὰ ὑπερασπίσουν τὰς νήσους. ΔΙΣΤΑΓΜΟΙ. ΛΟΝΔΙΝΟΝ, 12. (Ἀσσ. Πρὲς). — Ἐκφράζονται ἐπιφυλάξεις. ΔΙΑΦΩΝΟΥΝ ΓΕΡΟΥΣΙΑΣΤΑΙ. ΠΟΡΤΛΑΝΤ, 12. — Ἀμερικανοὶ γερουσιασταὶ ἐπικρίνουν τὴν πολιτικήν. Ο ΡΩΣΣΙΚΟΣ ΤΥΠΟΣ. ΜΟΣΧΑ, 12. — Αἱ ἐφημερίδες σχολιάζουν τὴν κατάστασιν. ΝΑ ΠΡΟΣΕΞΟΥΝ ΟΙ ΠΡΕΣΒΕΙΣ. ΒΑΣΙΓΚΤΩΝ, 12. — Ὁ κ. Ντάλλες συνέστησε προσοχήν. ΜΟΣΧΑ, 12. (Ἀσσ. Πρὲς). — Τὸ πρακτορεῖον εἰδήσεων «Τὰς» χαρακτηρίζει τὰς δηλώσεις τοῦ προέδρου ὡς ἀπειλὴν κατὰ τῆς εἰρήνης. ΑΝΑΛΛΑΚΤΟΙ ΟΙ ΕΘΝΙΚΙΣΤΑΙ. ΤΑΪ-ΠΕΧ, 12. — Οἱ ἐθνικισταὶ δηλοῦν ὅτι θὰ ὑπερασπίσουν τὰς νήσους. ΔΙΣΤΑΓΜΟΙ. ΛΟΝΔΙΝΟΝ, 12. (Ἀσσ. Πρὲς). — Ἐκφράζονται ἐπιφυλάξεις. ΔΙΑΦΩΝΟΥΝ ΓΕΡΟΥΣΙΑΣΤΑΙ. ΠΟΡΤΛΑΝΤ, 12. — Ἀμερικανοὶ γερουσιασταὶ ἐπικρίνουν τὴν πολιτικήν. Ο ΡΩΣΣΙΚΟΣ ΤΥΠΟΣ. ΜΟΣΧΑ, 12. — Αἱ ἐφημερίδες σχολιάζουν τὴν κατάστασιν. ΝΑ ΠΡΟΣΕΞΟΥΝ ΟΙ ΠΡΕΣΒΕΙΣ. ΒΑΣΙΓΚΤΩΝ, 12. — Ὁ κ. Ντάλλες συνέστησε προσοχήν. bbox=[429, 158, 1187, 369]
article-body: ΠΑΡΙΣΙΟΙ, 12. (Ἰδ. ὑπ.). — Ὁ νέος πρωθυπουργὸς ἐδέχθη τὸν Ἕλληνα πρεσβευτὴν καὶ συνωμίλησε μετ᾽ αὐτοῦ. ΠΑΡΙΣΙΟΙ, 12. (Ἰδ. ὑπ.). — Ὁ νέος πρωθυπουργὸς ἐδέχθη τὸν Ἕλληνα πρεσβευτὴν καὶ συνωμίλησε μετ᾽ αὐτοῦ. bbox=[429, 1985, 655, 2061]
subheadline-volos: Νέα αὐτοψία εἰς τὰ ἐν Ἄργει γραφεῖα bbox=[23, 531, 394, 552]
headline-conscription: Η ΣΥΖΗΤΗΣΙΣ ΕΠΙ ΤΟΥ Ν.Δ. ΠΕΡΙ ΣΤΡΑΤΟΛΟΓΙΑΣ ΕΙΣ ΤΗΝ ΕΠΙΤΡΟΠΗΝ ΤΗΣ ΕΞΟΥΣΙΟΔΟΤΗΣΕΩΣ bbox=[29, 1457, 388, 1524]
continuation-arrow-icon: ▶▶▶ bbox=[6, 1528, 39, 1550]
left-column bbox=[0, 0, 417, 2311]
headline-armenia-wreckage: ΕΙΣ ΤΗΝ ΣΟΒΙΕΤ. ΑΡΜΕΝΙΑΝ ΕΥΡΕΘΗΣΑΝ ΤΑ ΣΥΝΤΡΙΜΜΑΤΑ ΤΟΥ ΑΠΟΛΕΣΘΕΝΤΟΣ ΑΜΕΡΙΚΑΝΙΚΟΥ ΜΕΤΑΓΩΓΙΚΟΥ «Σ. 130» ΚΑΘΩΣ ΚΑΙ ΕΞ ΑΠΗΝΘΡΑΚΩΜΕΝΑ ΠΤΩΜΑΤΑ bbox=[1213, 14, 1574, 124]
headline-romania: Η ΡΟΥΜΑΝΙΚΗ ΚΥΒΕΡΝΗΣΙΣ ΥΠΟΧΡΕΩΝΕΙ ΤΟΥΣ ΕΚΕΙ ΕΓΚΑΤΕΣΤΗΜΕΝΟΥΣ ΕΛΛΗΝΑΣ ΝΑ ΚΑΜΟΥΝ ΕΚΛΟΓΗΝ ΥΠΗΚΟΟΤΗΤΟΣ bbox=[5, 30, 412, 175]
article-body: Συνεχίζονται αἱ ἀσκήσεις τῶν μονάδων. Ἡ ΑΣΚΗΣΙΣ «ΤΗΛΕΜΑΧΟΣ». ΚΑΒΑΛΑ, 12. — Ἔληξεν χθὲς ἡ ἄσκησις μὲ πλήρη ἐπιτυχίαν ἐνώπιον τῶν στρατιωτικῶν ἀρχῶν. Συνεχίζονται αἱ ἀσκήσεις τῶν μονάδων. Ἡ ΑΣΚΗΣΙΣ «ΤΗΛΕΜΑΧΟΣ». ΚΑΒΑΛΑ, 12. — Ἔληξεν χθὲς ἡ ἄσκησις μὲ πλήρη ἐπιτυχίαν ἐνώπιον τῶν στρατιωτικῶν ἀρχῶν. Συνεχίζονται αἱ ἀσκήσεις τῶν μονάδων. Ἡ ΑΣΚΗΣΙΣ «ΤΗΛΕΜΑΧΟΣ». ΚΑΒΑΛΑ, 12. — Ἔληξεν χθὲς ἡ ἄσκησις μὲ πλήρη ἐπιτυχίαν ἐνώπιον τῶν στρατιωτικῶν ἀρχῶν. Συνεχίζονται αἱ ἀσκήσεις τῶν μονάδων. Ἡ ΑΣΚΗΣΙΣ «ΤΗΛΕΜΑΧΟΣ». ΚΑΒΑΛΑ, 12. — Ἔληξεν χθὲς ἡ ἄσκησις μὲ πλήρη ἐπιτυχίαν ἐνώπιον τῶν στρατιωτικῶν ἀρχῶν. bbox=[6, 1944, 411, 2044]
headline-hesitations: ΔΙΣΤΑΓΜΟΙ ΠΡΟΣΩΠΙΚΟΤΗΤΩΝ ΤΗΣ ΑΠΩ ΑΝΑΤΟΛΗΣ ΚΑΙ ΑΜΕΡΙΚΑΝΟΙ ΓΕΡΟΥΣΙΑΣΤΑΙ ΤΗΝ ΕΠΙΚΡΙΝΟΥΝ bbox=[454, 76, 1162, 142]
headline-moscow: Η ΜΟΣΧΑ ΘΕΩΡΕΙ «ΑΠΕΙΛΗΝ ΚΑΤΑ ΤΗΣ ΕΙΡΗΝΗΣ» ΤΗΝ ΝΕΑΝ ΠΡΟΕΙΔΟΠΟΙΗΣΙΝ ΤΟΥ Κ. ΑΪΖΕΝΧΑΟΥΕΡ bbox=[436, 6, 1180, 71]
article-body: ΑΚΡΩΤΗΡΙΟΝ ΚΑΝΑΒΕΡΑΛ, 12. (Ἀσσ. Πρὲς). — Ἐξετοξεύθη σήμερον νέος πύραυλος. ΤΟ ΒΛΗΜΑ «ΑΤΛΑΣ». ΜΠΑΛΛΟΝΙΑ — ΔΟΡΥΦΟΡΟΙ. ΔΙΑ ΤΟΝ ΕΠΑΝΔΡΩΜΕΝΟΝ. ΒΑΣΙΓΚΤΩΝ, 12. — Ἑτοιμάζεται ἡ ἐκτόξευσις. ΑΚΡΩΤΗΡΙΟΝ ΚΑΝΑΒΕΡΑΛ, 12. (Ἀσσ. Πρὲς). — Ἐξετοξεύθη σήμερον νέος πύραυλος. ΤΟ ΒΛΗΜΑ «ΑΤΛΑΣ». ΜΠΑΛΛΟΝΙΑ — ΔΟΡΥΦΟΡΟΙ. ΔΙΑ ΤΟΝ ΕΠΑΝΔΡΩΜΕΝΟΝ. ΒΑΣΙΓΚΤΩΝ, 12. — Ἑτοιμάζεται ἡ ἐκτόξευσις. ΑΚΡΩΤΗΡΙΟΝ ΚΑΝΑΒΕΡΑΛ, 12. (Ἀσσ. Πρὲς). — Ἐξετοξεύθη σήμερον νέος πύραυλος. ΤΟ ΒΛΗΜΑ «ΑΤΛΑΣ». ΜΠΑΛΛΟΝΙΑ — ΔΟΡΥΦΟΡΟΙ. ΔΙΑ ΤΟΝ ΕΠΑΝΔΡΩΜΕΝΟΝ. ΒΑΣΙΓΚΤΩΝ, 12. — Ἑτοιμάζεται ἡ ἐκτόξευσις. ΑΚΡΩΤΗΡΙΟΝ ΚΑΝΑΒΕΡΑΛ, 12. (Ἀσσ. Πρὲς). — Ἐξετοξεύθη σήμερον νέος πύραυλος. ΤΟ ΒΛΗΜΑ «ΑΤΛΑΣ». ΜΠΑΛΛΟΝΙΑ — ΔΟΡΥΦΟΡΟΙ. ΔΙΑ ΤΟΝ ΕΠΑΝΔΡΩΜΕΝΟΝ. ΒΑΣΙΓΚΤΩΝ, 12. — Ἑτοιμάζεται ἡ ἐκτόξευσις. ΑΚΡΩΤΗΡΙΟΝ ΚΑΝΑΒΕΡΑΛ, 12. (Ἀσσ. Πρὲς). — Ἐξετοξεύθη σήμερον νέος πύραυλος. ΤΟ ΒΛΗΜΑ «ΑΤΛΑΣ». ΜΠΑΛΛΟΝΙΑ — ΔΟΡΥΦΟΡΟΙ. ΔΙΑ ΤΟΝ ΕΠΑΝΔΡΩΜΕΝΟΝ. ΒΑΣΙΓΚΤΩΝ, 12. — Ἑτοιμάζεται ἡ ἐκτόξευσις. bbox=[1205, 1729, 1582, 1918]
headline-peking-volunteers: ΤΟ ΠΕΚΙΝΟΝ ΘΑ ΧΡΗΣΙΜΟΠΟΙΗΣΗ ΤΟΥΣ ΕΘΕΛΟΝΤΑΣ ΤΟΥΣ ΠΟΛΕΜΗΣΑΝΤΑΣ ΕΙΣ ΤΗΝ ΒΟΡΕΙΟΝ ΚΟΡΕΑΝ bbox=[450, 1413, 1166, 1527]
article-body: ΝΕΑ ΥΟΡΚΗ, 12. (Ἰδ. ὑπηρ.). Κατετέθη σήμερον εἰς τὴν γραμματείαν τοῦ ΟΗΕ τὸ ἑλληνικὸν ὑπόμνημα. Η ΔΙΚΗ ΤΗΣ ΧΑΡΙΤΟΥ. ΛΕΥΚΩΣΙΑ, 12. (Ρόυτερ). — Νέαι ἐξελίξεις εἰς τὴν δίκην. ΝΕΑ ΥΟΡΚΗ, 12. (Ἰδ. ὑπηρ.). Κατετέθη σήμερον εἰς τὴν γραμματείαν τοῦ ΟΗΕ τὸ ἑλληνικὸν ὑπόμνημα. Η ΔΙΚΗ ΤΗΣ ΧΑΡΙΤΟΥ. ΛΕΥΚΩΣΙΑ, 12. (Ρόυτερ). — Νέαι ἐξελίξεις εἰς τὴν δίκην. ΝΕΑ ΥΟΡΚΗ, 12. (Ἰδ. ὑπηρ.). Κατετέθη σήμερον εἰς τὴν γραμματείαν τοῦ ΟΗΕ τὸ ἑλληνικὸν ὑπόμνημα. Η ΔΙΚΗ ΤΗΣ ΧΑΡΙΤΟΥ. ΛΕΥΚΩΣΙΑ, 12. (Ρόυτερ). — Νέαι ἐξελίξεις εἰς τὴν δίκην. bbox=[6, 1270, 411, 1370]
